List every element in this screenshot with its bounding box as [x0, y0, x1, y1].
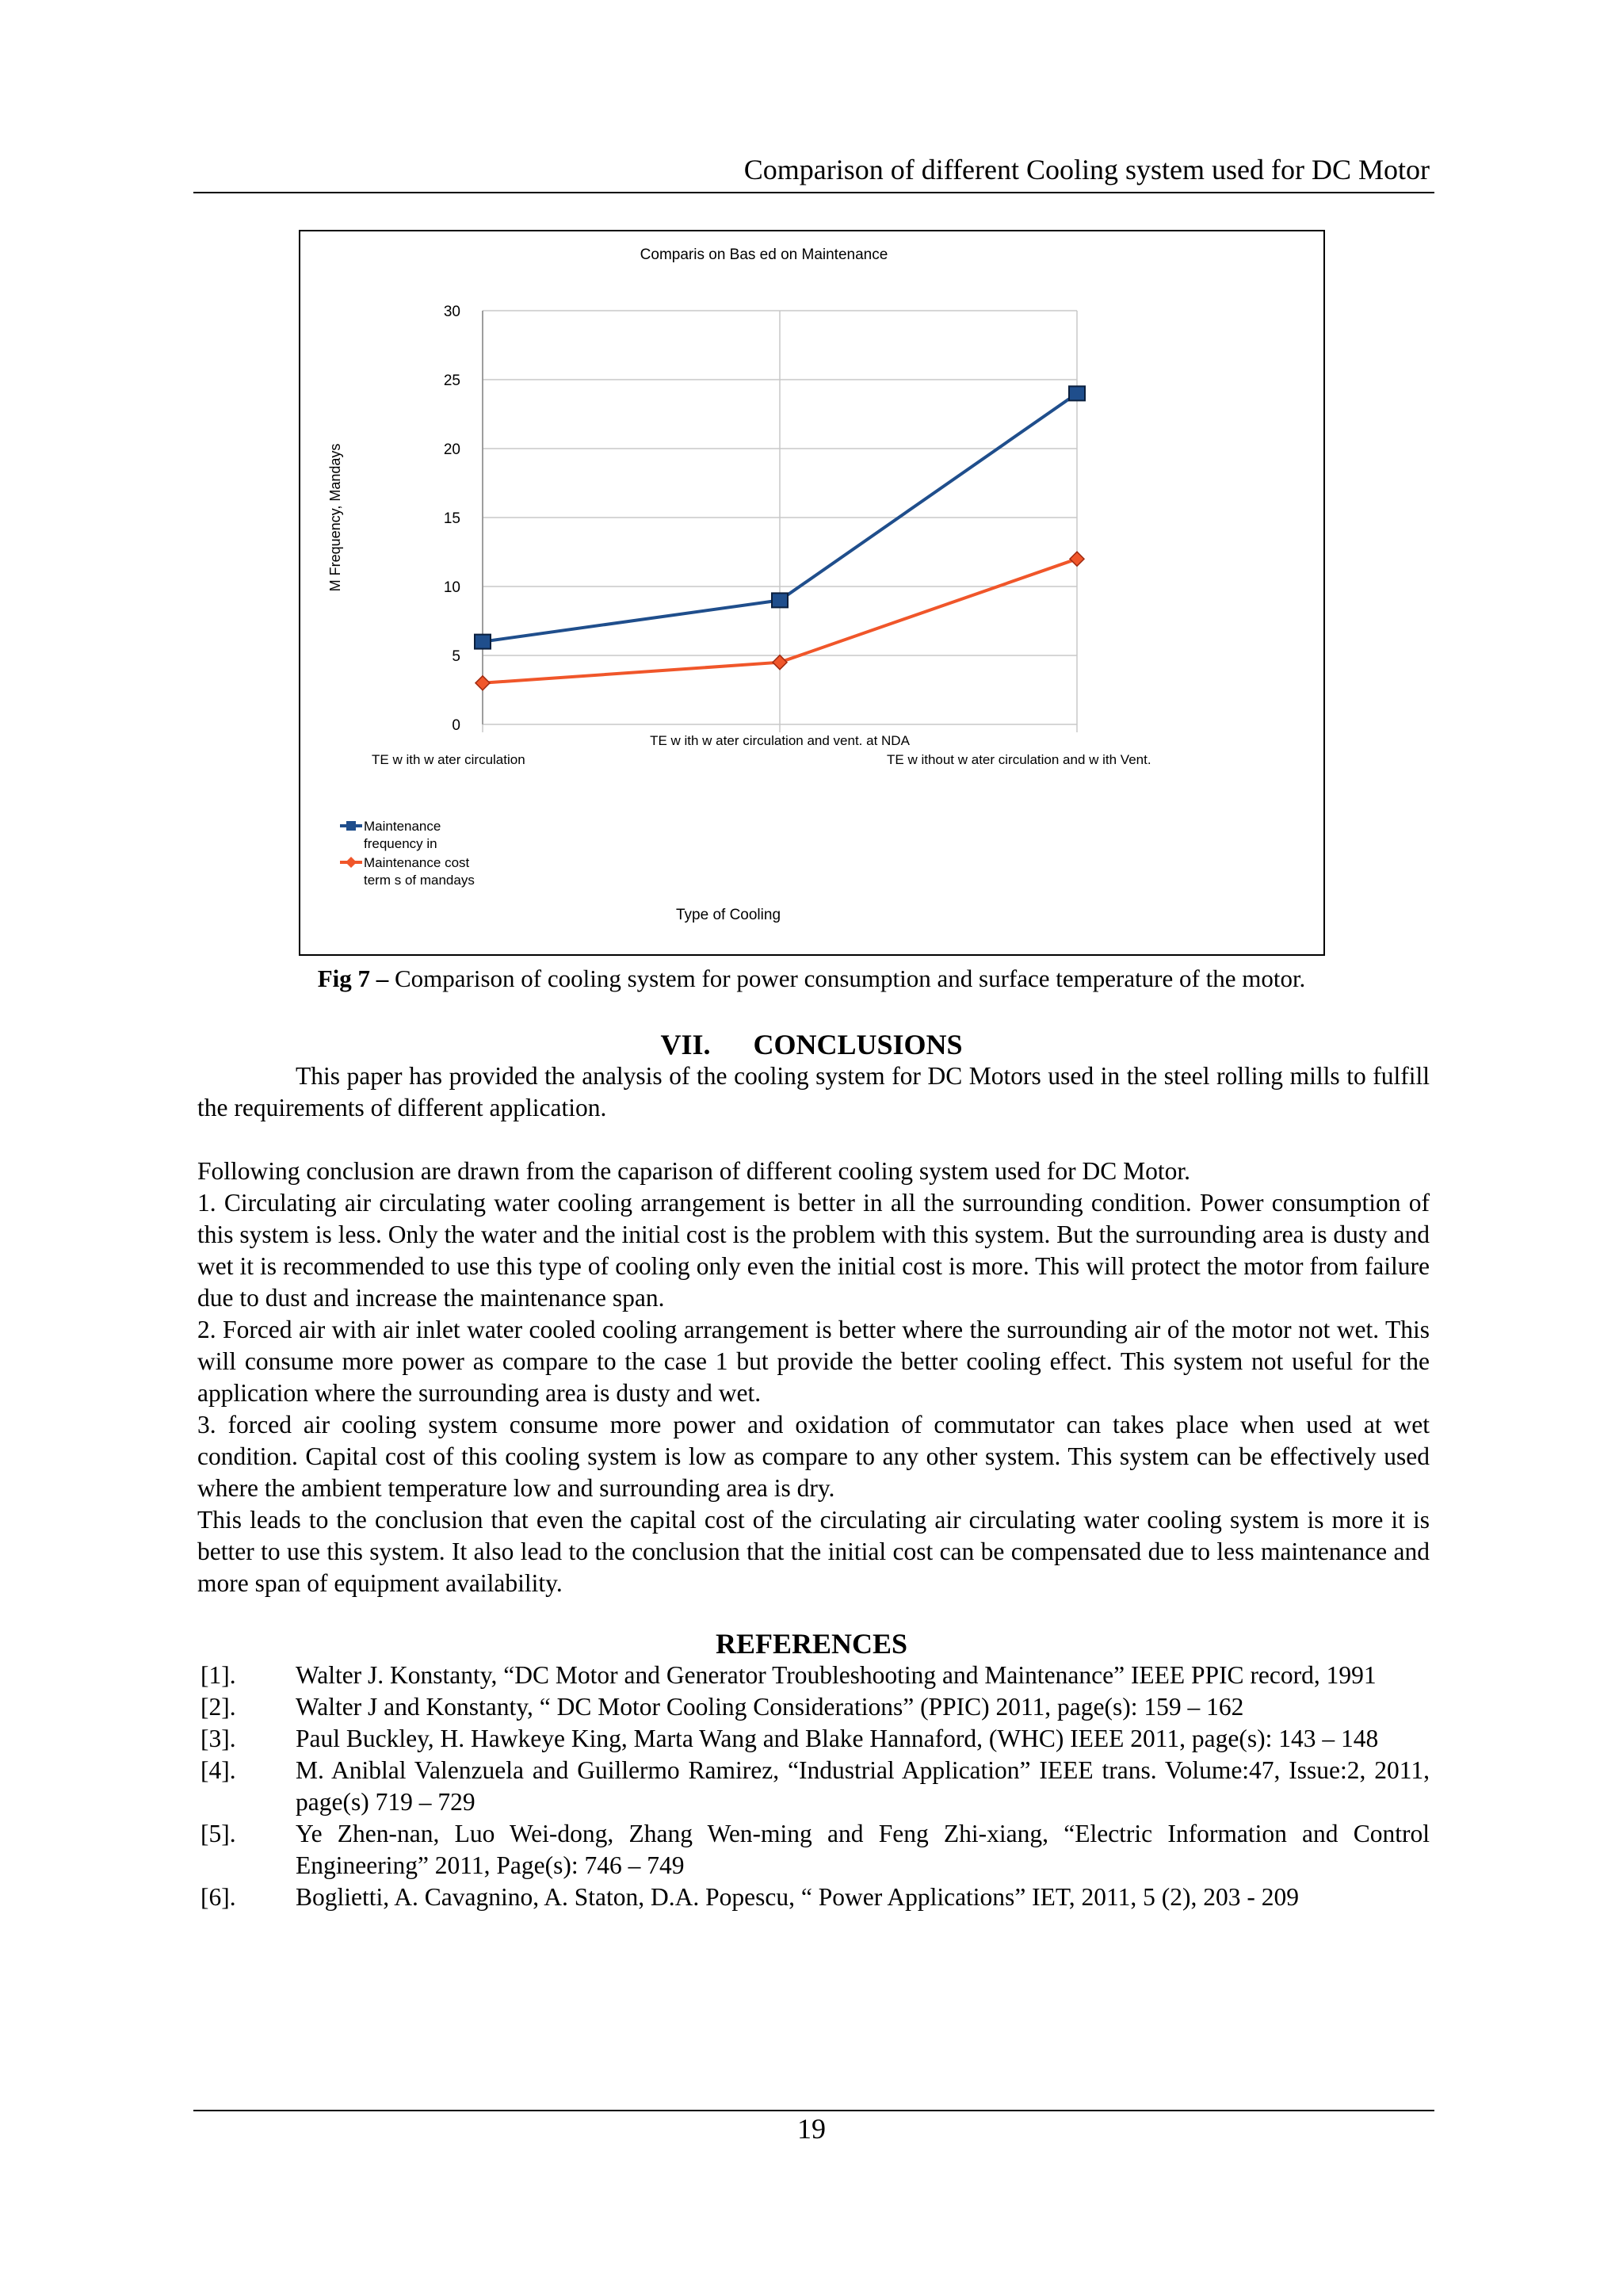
conclusions-intro: This paper has provided the analysis of the cooling system for DC Motors used in the steel rolling mills to fulfill the requirements of different application.	[197, 1062, 1430, 1121]
y-tick-label: 30	[443, 304, 460, 320]
conclusion-point-1: 1. Circulating air circulating water cooling arrangement is better in all the surrounding condition. Power consumption of this system is less. Only the water and the initial cost is the problem with this system. But the surrounding area is dusty and wet it is recommended to use this type of cooling only even the initial cost is more. This will protect the motor from failure due to dust and increase the maintenance span.	[197, 1189, 1430, 1312]
reference-number: [4].	[200, 1756, 236, 1784]
reference-item	[200, 1691, 1430, 1723]
y-tick-label: 20	[443, 441, 460, 458]
reference-item	[200, 1818, 1430, 1881]
section-heading-conclusions	[0, 1027, 1623, 1062]
references-heading: REFERENCES	[715, 1628, 908, 1660]
reference-number: [2].	[200, 1693, 236, 1721]
data-point	[1070, 552, 1084, 566]
conclusions-body	[197, 1156, 1430, 1599]
reference-number: [6].	[200, 1883, 236, 1911]
figure-caption-text: Comparison of cooling system for power consumption and surface temperature of the motor.	[388, 965, 1306, 992]
reference-text: Walter J and Konstanty, “ DC Motor Cooling Considerations” (PPIC) 2011, page(s): 159 – 162	[296, 1693, 1244, 1721]
y-tick-label: 5	[452, 648, 460, 665]
reference-number: [1].	[200, 1661, 236, 1689]
reference-text: Boglietti, A. Cavagnino, A. Staton, D.A. Popescu, “ Power Applications” IET, 2011, 5 (2), 203 - 209	[296, 1883, 1299, 1911]
references-list	[200, 1660, 1430, 1913]
conclusions-lead: Following conclusion are drawn from the caparison of different cooling system used for DC Motor.	[197, 1157, 1191, 1185]
data-point	[772, 593, 788, 607]
legend-marker	[346, 857, 357, 868]
data-point	[773, 655, 787, 670]
conclusion-point-2: 2. Forced air with air inlet water cooled cooling arrangement is better where the surrounding air of the motor not wet. This will consume more power as compare to the case 1 but provide the better cooling effect. This system not useful for the application where the surrounding area is dusty and wet.	[197, 1316, 1430, 1407]
y-axis-label: M Frequency, Mandays	[327, 443, 343, 592]
legend-label: Maintenance cost	[364, 855, 470, 870]
reference-item	[200, 1881, 1430, 1913]
header-rule	[193, 192, 1434, 193]
reference-item	[200, 1723, 1430, 1755]
conclusion-point-3: 3. forced air cooling system consume more power and oxidation of commutator can takes place when used at wet condition. Capital cost of this cooling system is low as compare to any other system. This system can be effectively used where the ambient temperature low and surrounding area is dry.	[197, 1411, 1430, 1502]
figure-caption	[0, 963, 1623, 995]
legend-label: Maintenance	[364, 819, 441, 834]
reference-number: [3].	[200, 1725, 236, 1752]
reference-text: M. Aniblal Valenzuela and Guillermo Ramirez, “Industrial Application” IEEE trans. Volume:47, Issue:2, 2011, page(s) 719 – 729	[296, 1756, 1430, 1816]
figure-caption-label: Fig 7 –	[317, 965, 389, 992]
data-point	[1069, 386, 1085, 400]
legend-marker	[346, 821, 356, 831]
reference-number: [5].	[200, 1820, 236, 1847]
legend-label: frequency in	[364, 836, 437, 851]
data-point	[475, 676, 490, 690]
y-tick-label: 0	[452, 717, 460, 734]
x-tick-label: TE w ith w ater circulation	[372, 752, 525, 767]
legend-label: term s of mandays	[364, 873, 475, 888]
line-chart	[300, 231, 1323, 954]
y-tick-label: 10	[443, 579, 460, 596]
figure-chart	[299, 230, 1325, 956]
reference-item	[200, 1755, 1430, 1818]
reference-text: Walter J. Konstanty, “DC Motor and Generator Troubleshooting and Maintenance” IEEE PPIC record, 1991	[296, 1661, 1377, 1689]
running-header: Comparison of different Cooling system used for DC Motor	[743, 154, 1430, 185]
section-title: CONCLUSIONS	[753, 1029, 963, 1060]
data-point	[475, 635, 491, 649]
y-tick-label: 25	[443, 372, 460, 389]
y-tick-label: 15	[443, 510, 460, 527]
x-axis-label: Type of Cooling	[675, 907, 781, 923]
page-number: 19	[797, 2113, 826, 2145]
section-number: VII.	[660, 1029, 711, 1060]
reference-text: Paul Buckley, H. Hawkeye King, Marta Wang and Blake Hannaford, (WHC) IEEE 2011, page(s): 143 – 148	[296, 1725, 1379, 1752]
reference-item	[200, 1660, 1430, 1691]
chart-title: Comparis on Bas ed on Maintenance	[640, 246, 888, 263]
reference-text: Ye Zhen-nan, Luo Wei-dong, Zhang Wen-ming and Feng Zhi-xiang, “Electric Information and Control Engineering” 2011, Page(s): 746 – 749	[296, 1820, 1430, 1879]
x-tick-label: TE w ithout w ater circulation and w ith Vent.	[887, 752, 1151, 767]
conclusion-final: This leads to the conclusion that even the capital cost of the circulating air circulating water cooling system is more it is better to use this system. It also lead to the conclusion that the initial cost can be compensated due to less maintenance and more span of equipment availability.	[197, 1506, 1430, 1597]
x-tick-label: TE w ith w ater circulation and vent. at NDA	[650, 733, 910, 748]
